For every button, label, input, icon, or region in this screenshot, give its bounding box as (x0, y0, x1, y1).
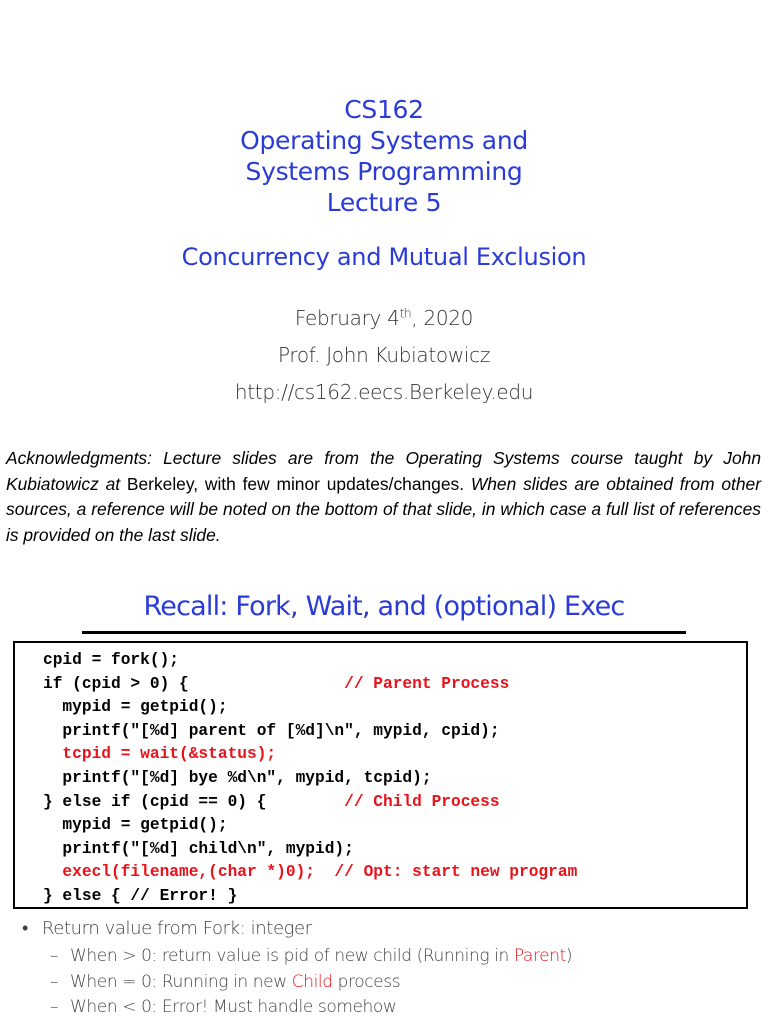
code-line-highlight: tcpid = wait(&status); (43, 745, 277, 763)
code-line: if (cpid > 0) { // Parent Process (43, 675, 510, 693)
bullet-icon: • (22, 918, 28, 939)
code-line: } else if (cpid == 0) { // Child Process (43, 793, 500, 811)
lecture-number: Lecture 5 (326, 188, 442, 217)
code-comment: // Parent Process (344, 675, 510, 693)
bullet-item: • Return value from Fork: integer (22, 918, 312, 939)
course-url: http://cs162.eecs.Berkeley.edu (234, 380, 534, 404)
sub-bullet-item: – When < 0: Error! Must handle somehow (50, 997, 397, 1017)
dash-icon: – (50, 972, 59, 992)
sub-bullet-item: – When > 0: return value is pid of new child (Running in Parent) (50, 946, 573, 966)
bullet-list (22, 918, 573, 1017)
dash-icon: – (50, 997, 59, 1017)
code-line-highlight: execl(filename,(char *)0); // Opt: start new program (43, 863, 578, 881)
course-name-line2: Systems Programming (245, 157, 523, 186)
lecture-subtitle: Concurrency and Mutual Exclusion (181, 243, 587, 271)
course-code: CS162 (344, 95, 424, 124)
code-line: cpid = fork(); (43, 651, 179, 669)
professor-name: Prof. John Kubiatowicz (277, 343, 491, 367)
lecture-date: February 4th, 2020 (294, 306, 474, 330)
code-line: printf("[%d] bye %d\n", mypid, tcpid); (43, 769, 432, 787)
code-line: mypid = getpid(); (43, 816, 228, 834)
sub-bullet-item: – When = 0: Running in new Child process (50, 972, 401, 992)
dash-icon: – (50, 946, 59, 966)
code-line: } else { // Error! } (43, 887, 238, 905)
code-comment: // Child Process (344, 793, 500, 811)
lecture-title (0, 94, 768, 218)
code-line: printf("[%d] child\n", mypid); (43, 840, 354, 858)
slide-title: Recall: Fork, Wait, and (optional) Exec (143, 591, 625, 622)
code-block (13, 641, 748, 909)
course-name-line1: Operating Systems and (240, 126, 528, 155)
acknowledgments: Acknowledgments: Lecture slides are from the Operating Systems course taught by John Kubiatowicz at Berkeley, with few minor updates/changes. When slides are obtained from other sources, a reference will be noted on the bottom of that slide, in which case a full list of references is provided on the last slide. (6, 448, 761, 545)
title-underline (82, 631, 686, 634)
code-line: printf("[%d] parent of [%d]\n", mypid, cpid); (43, 722, 500, 740)
code-line: mypid = getpid(); (43, 698, 228, 716)
